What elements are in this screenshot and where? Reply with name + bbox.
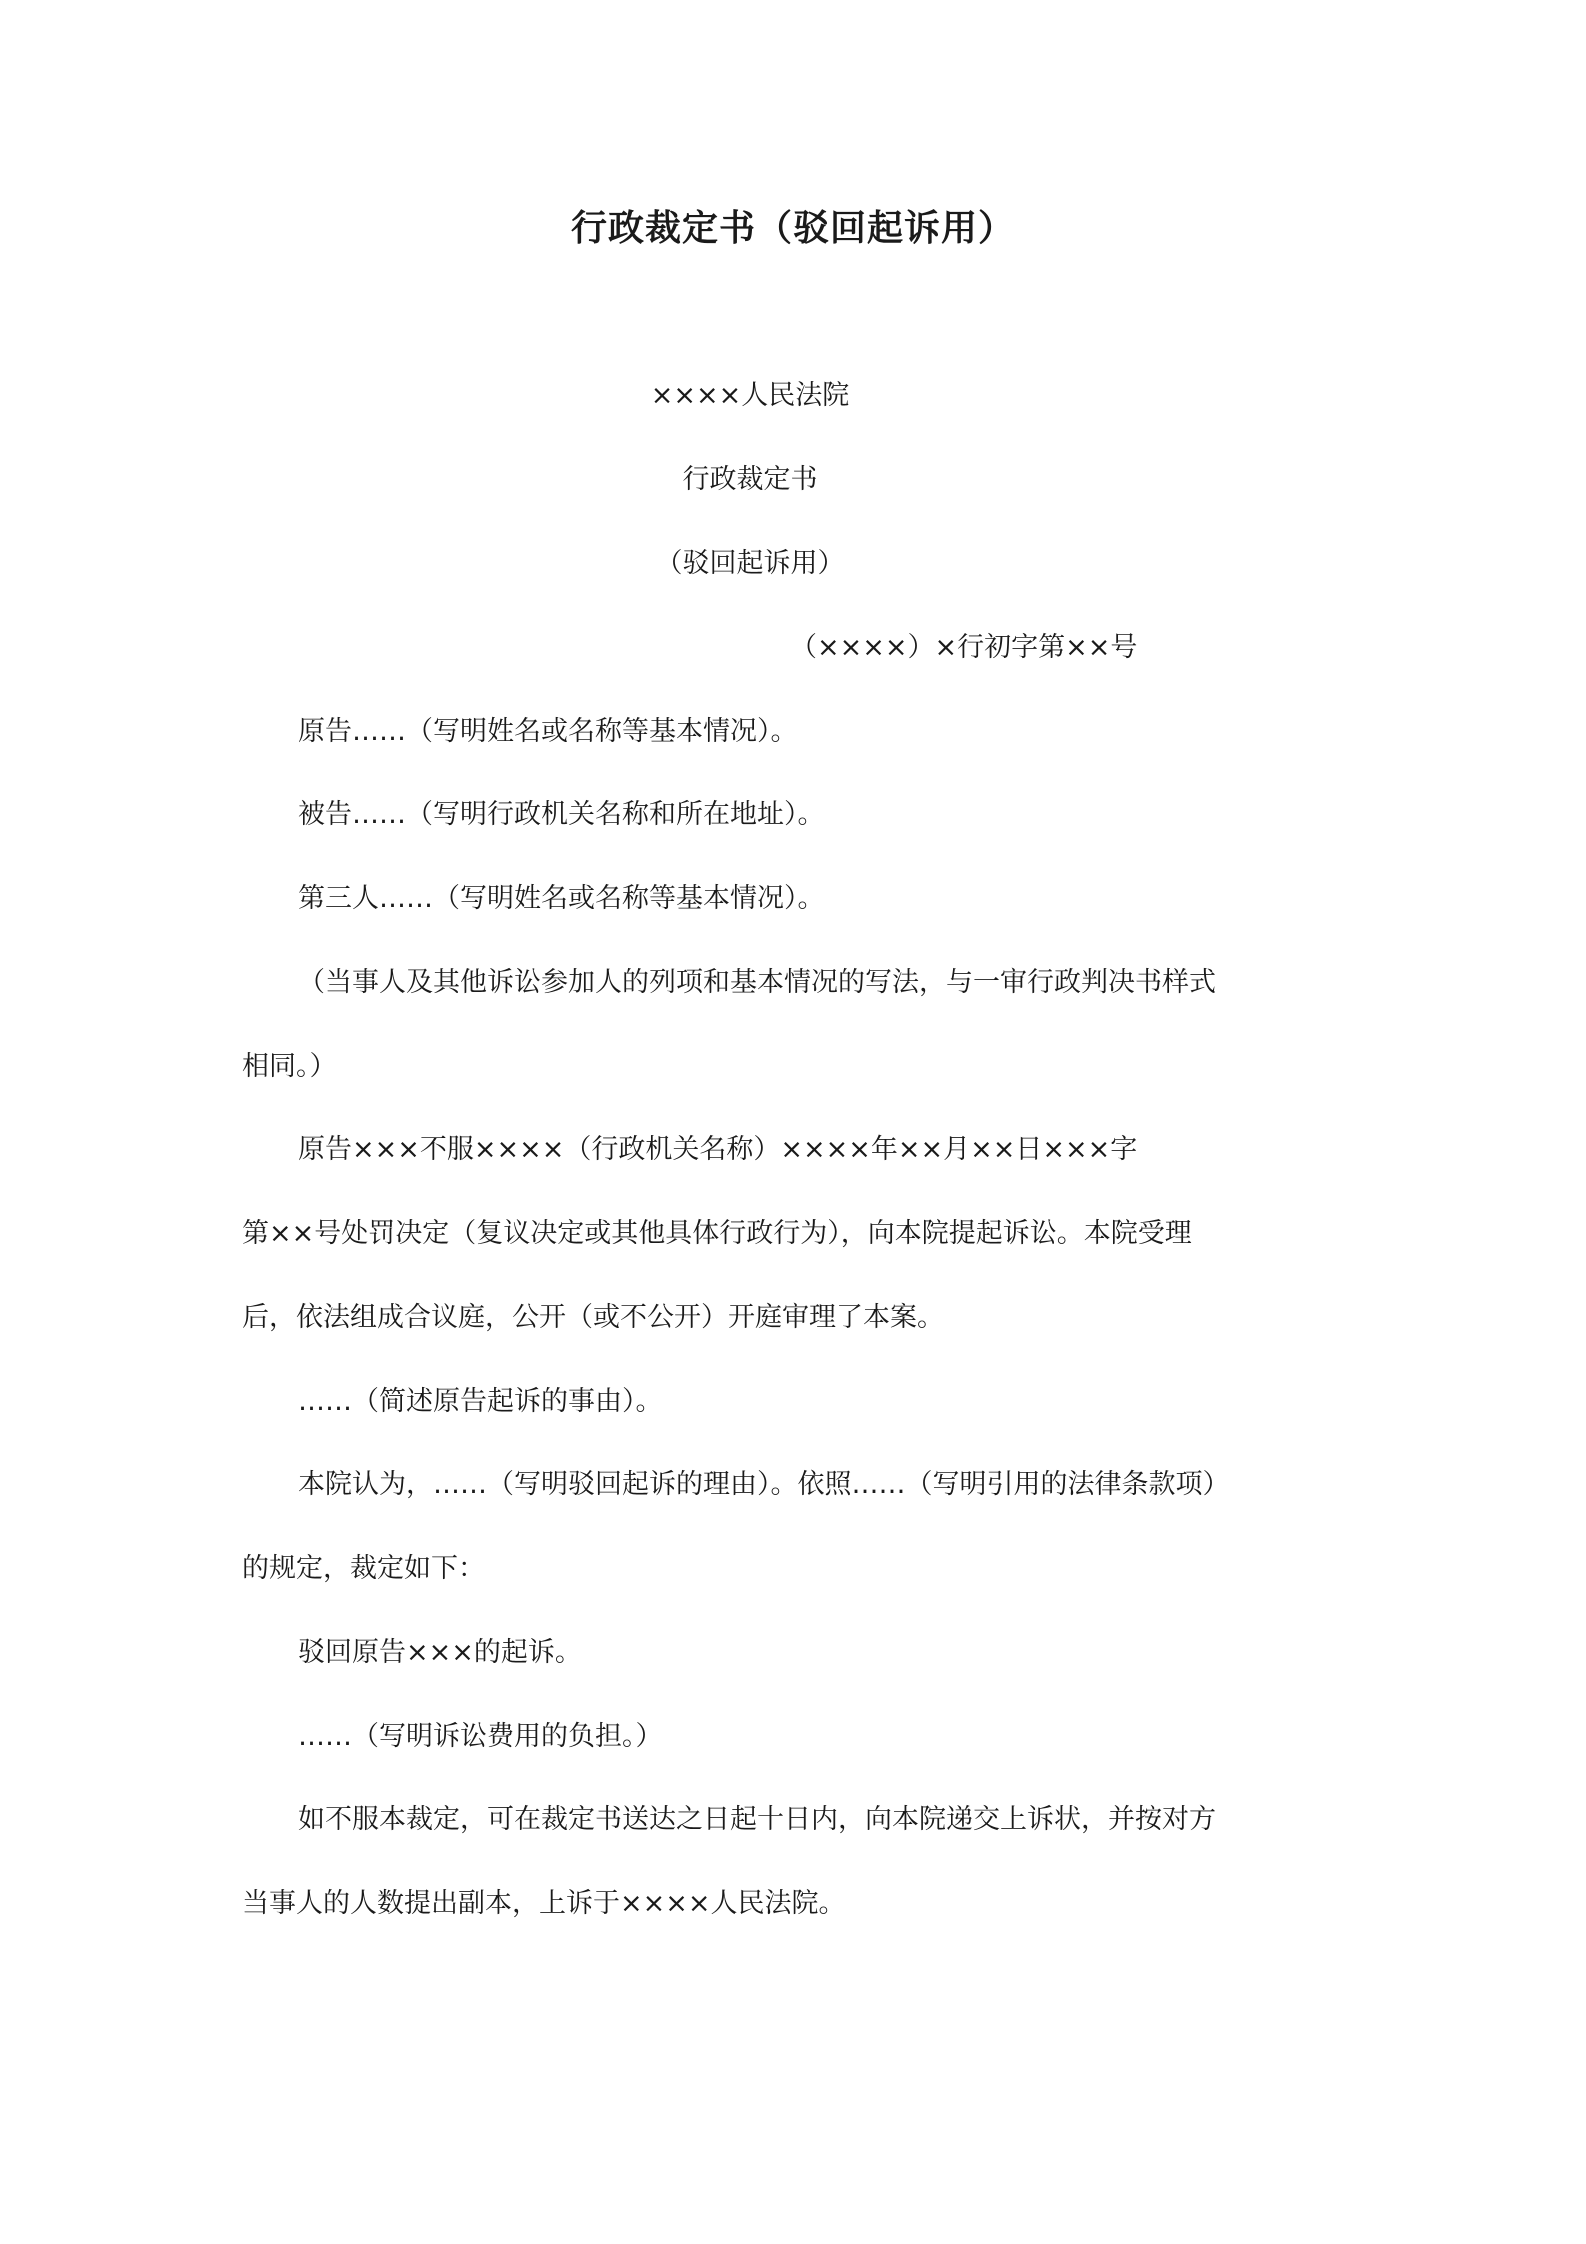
- case-paragraph-line-2: 第××号处罚决定（复议决定或其他具体行政行为），向本院提起诉讼。本院受理: [242, 1218, 1192, 1249]
- appeal-line-2: 当事人的人数提出副本，上诉于××××人民法院。: [242, 1888, 846, 1919]
- case-paragraph-line-1: 原告×××不服××××（行政机关名称）××××年××月××日×××字: [298, 1134, 1138, 1165]
- case-paragraph-line-3: 后，依法组成合议庭，公开（或不公开）开庭审理了本案。: [242, 1302, 944, 1333]
- defendant-line: 被告……（写明行政机关名称和所在地址）。: [298, 799, 825, 830]
- case-number: （××××）×行初字第××号: [790, 632, 1138, 663]
- third-party-line: 第三人……（写明姓名或名称等基本情况）。: [298, 883, 825, 914]
- ruling-line: 驳回原告×××的起诉。: [298, 1637, 582, 1668]
- appeal-line-1: 如不服本裁定，可在裁定书送达之日起十日内，向本院递交上诉状，并按对方: [298, 1804, 1216, 1835]
- court-name: ××××人民法院: [650, 380, 850, 411]
- doc-subtitle: （驳回起诉用）: [655, 548, 845, 579]
- reasoning-line-1: 本院认为，……（写明驳回起诉的理由）。依照……（写明引用的法律条款项）: [298, 1469, 1230, 1500]
- parties-note-line-1: （当事人及其他诉讼参加人的列项和基本情况的写法，与一审行政判决书样式: [298, 967, 1216, 998]
- reasoning-line-2: 的规定，裁定如下：: [242, 1553, 485, 1584]
- plaintiff-line: 原告……（写明姓名或名称等基本情况）。: [298, 716, 798, 747]
- parties-note-line-2: 相同。）: [242, 1051, 337, 1082]
- document-title: 行政裁定书（驳回起诉用）: [570, 208, 1015, 249]
- doc-type-heading: 行政裁定书: [682, 464, 818, 495]
- costs-line: ……（写明诉讼费用的负担。）: [298, 1721, 663, 1752]
- claim-summary: ……（简述原告起诉的事由）。: [298, 1386, 663, 1417]
